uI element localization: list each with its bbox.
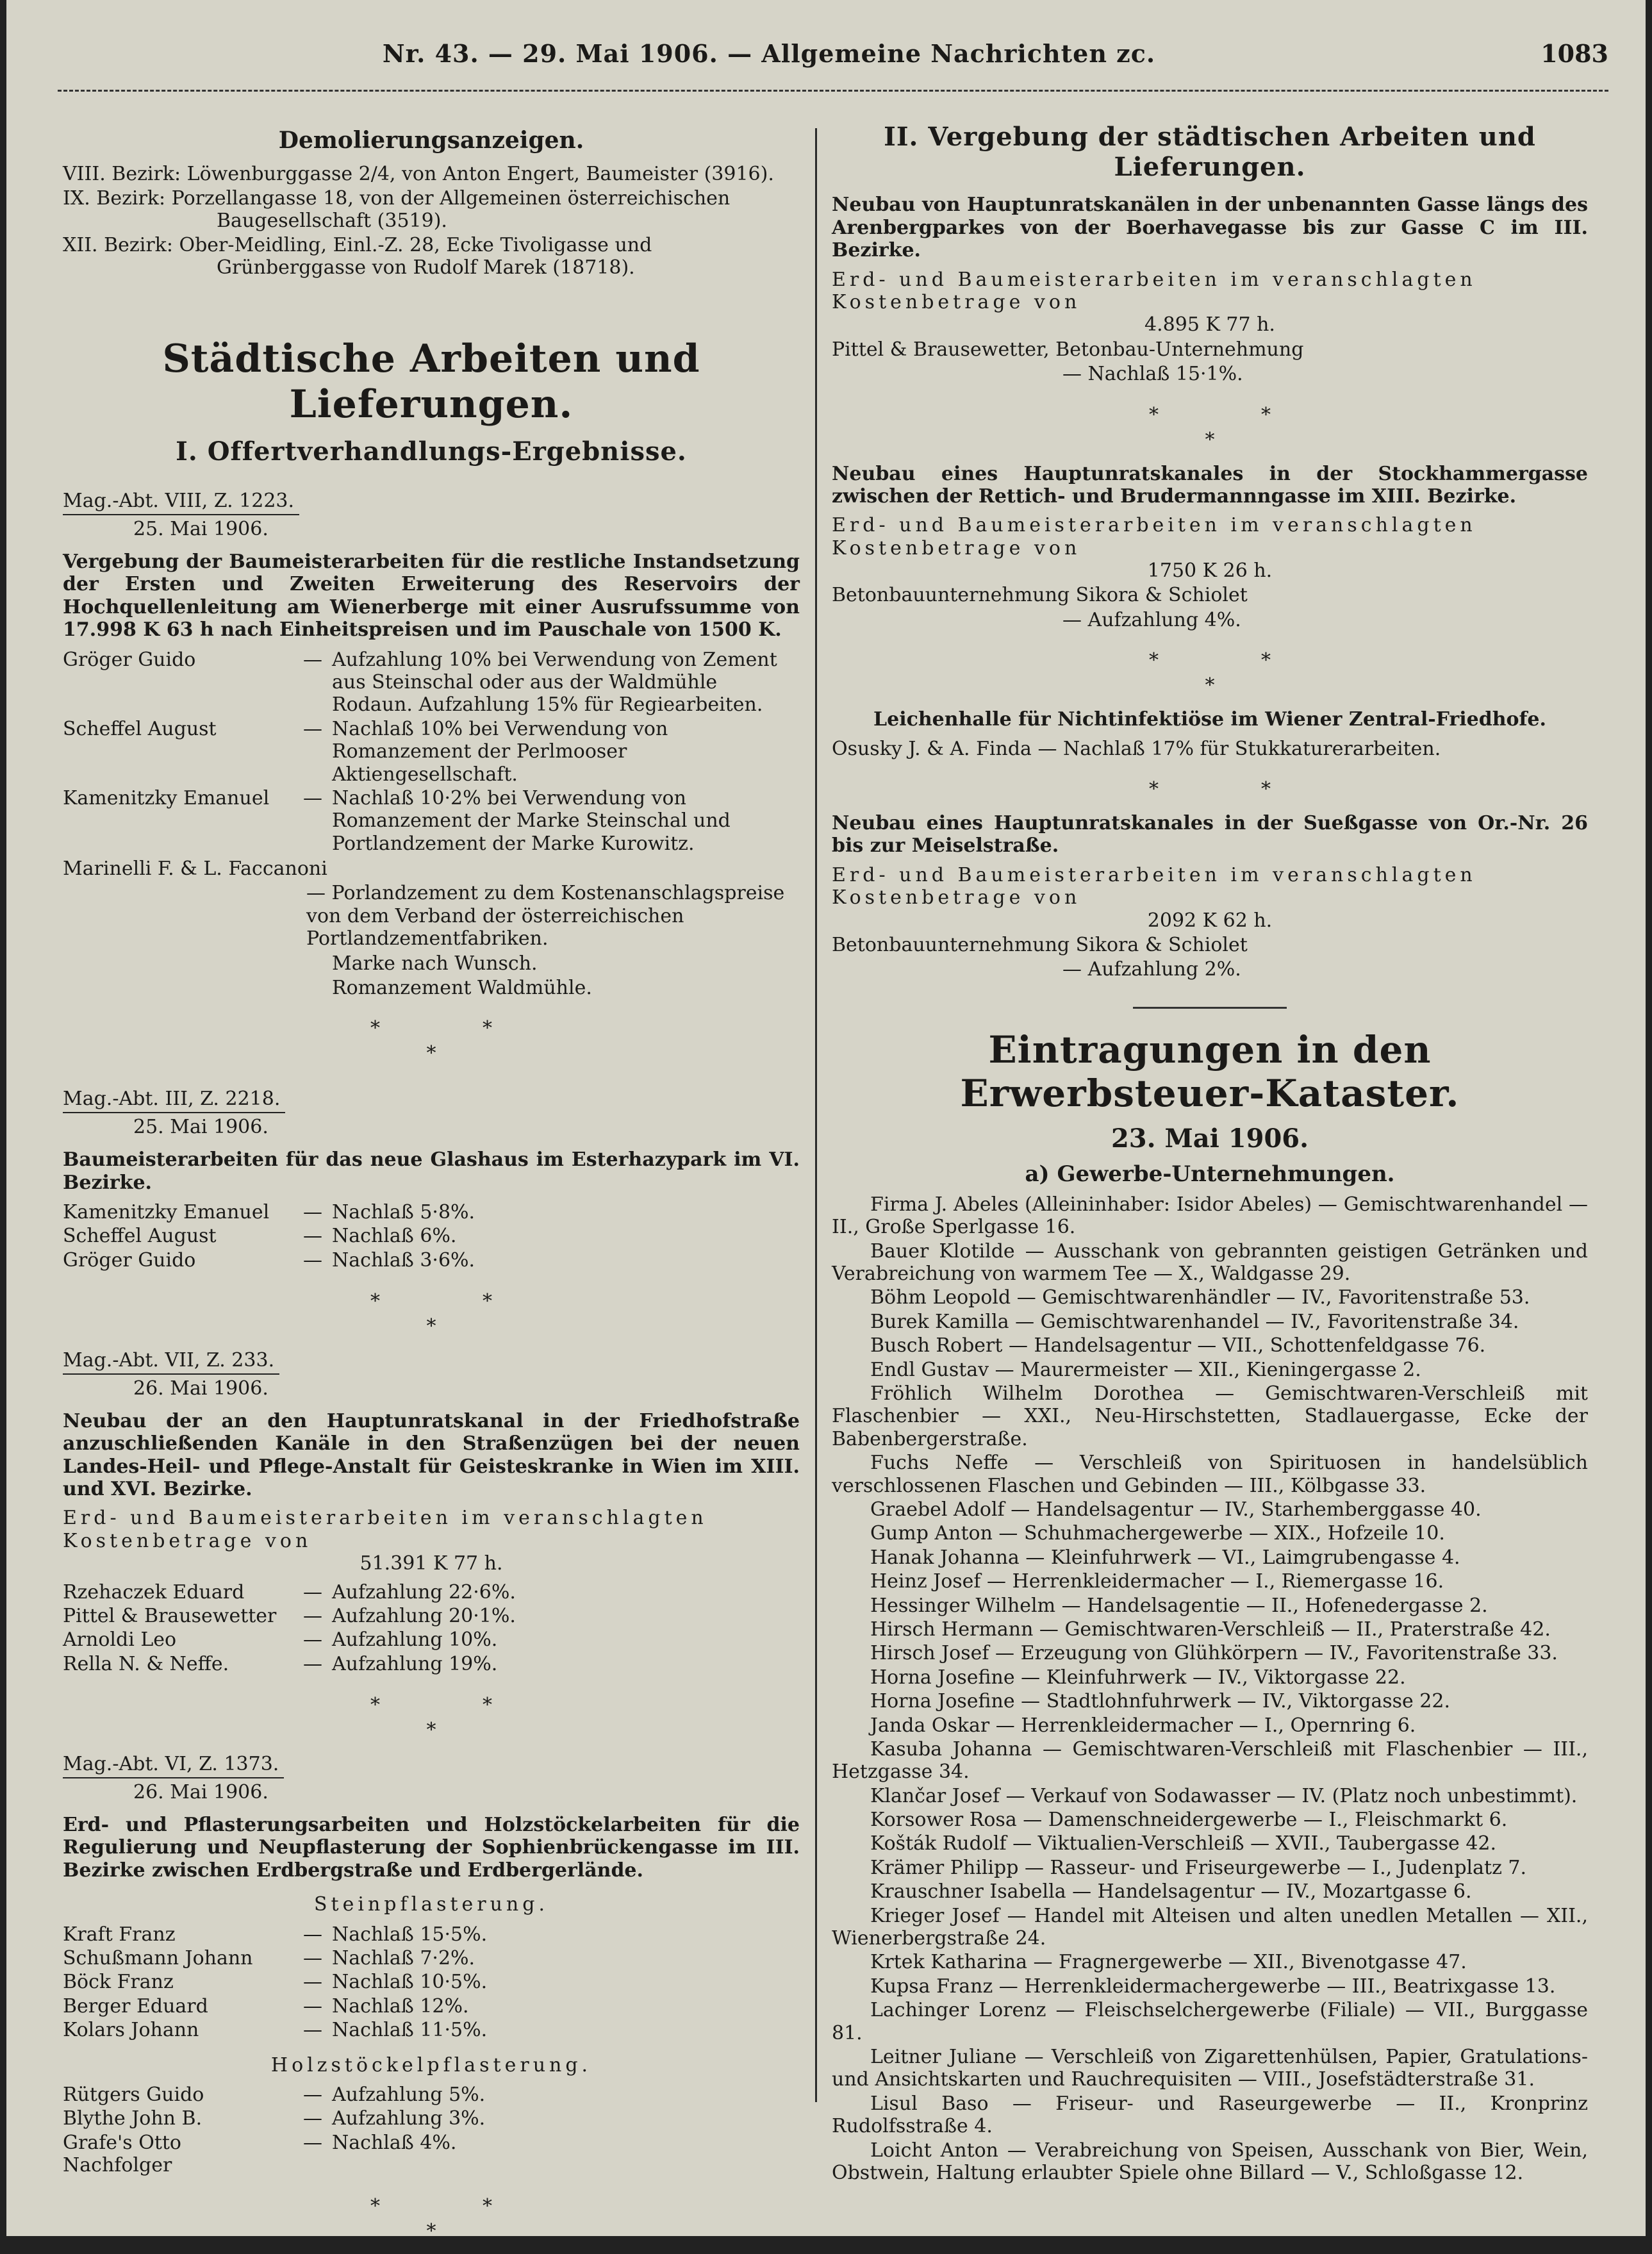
register-entry: Krieger Josef — Handel mit Alteisen und alten unedlen Metallen — XII., Wienerbergstraße 24. [832,1904,1588,1950]
bidder-name: Kolars Johann [63,2019,199,2042]
register-entry: Lachinger Lorenz — Fleischselchergewerbe (Filiale) — VII., Burggasse 81. [832,1999,1588,2044]
award-result: — Aufzahlung 4%. [1062,608,1241,631]
register-entry: Košták Rudolf — Viktualien-Verschleiß — XVII., Taubergasse 42. [870,1832,1497,1855]
register-entry: Lisul Baso — Friseur- und Raseurgewerbe — II., Kronprinz Rudolfsstraße 4. [832,2092,1588,2138]
register-entry: Krauschner Isabella — Handelsagentur — IV., Mozartgasse 6. [870,1880,1472,1903]
bid-dash: — [303,1605,322,1628]
entry-glashaus [63,1076,800,1272]
award-line: Osusky J. & A. Finda — Nachlaß 17% für Stukkaturerarbeiten. [832,737,1441,760]
table-row [63,1248,800,1272]
column-divider [815,128,817,2102]
table-row [63,2018,800,2042]
table-row [63,1970,800,1994]
bid-dash: — [303,1225,322,1248]
register-entry: Hirsch Josef — Erzeugung von Glühkörpern — IV., Favoritenstraße 33. [870,1642,1558,1665]
register-entry: Leitner Juliane — Verschleiß von Zigarettenhülsen, Papier, Gratulations- und Ansichtskarten und Rauchrequisiten — VIII., Josefstädterstraße 31. [832,2045,1588,2091]
bid-text: Aufzahlung 3%. [332,2107,486,2130]
register-entry: Fuchs Neffe — Verschleiß von Spirituosen in handelsüblich verschlossenen Flaschen und Gebinden — III., Kölbgasse 33. [832,1452,1588,1497]
register-entry: Busch Robert — Handelsagentur — VII., Schottenfeldgasse 76. [870,1334,1486,1357]
separator-stars: ** * [1149,649,1373,697]
bid-text: Nachlaß 10% bei Verwendung von Romanzement der Perlmooser Aktiengesellschaft. [332,717,668,786]
award-title: Neubau eines Hauptunratskanales in der Stockhammergasse zwischen der Rettich- und Brudermannngasse im XIII. Bezirke. [832,462,1588,508]
demolition-item: VIII. Bezirk: Löwenburggasse 2/4, von Anton Engert, Baumeister (3916). [63,163,774,186]
bid-text: Aufzahlung 19%. [332,1652,498,1675]
table-row [63,1994,800,2018]
newspaper-page [6,0,1646,2243]
bidder-name: Schußmann Johann [63,1946,253,1969]
register-entry: Hirsch Hermann — Gemischtwaren-Verschleiß — II., Praterstraße 42. [870,1618,1551,1641]
bid-text: Aufzahlung 10% bei Verwendung von Zement aus Steinschal oder aus der Waldmühle Rodaun. Aufzahlung 15% für Regiearbeiten. [332,648,777,717]
bid-dash: — [303,2083,322,2106]
bid-table [63,1580,800,1677]
entry-pflasterung [63,1753,800,2177]
demolition-item: IX. Bezirk: Porzellangasse 18, von der Allgemeinen österreichischen Baugesellschaft (3519). [63,186,731,233]
bidder-name: Kamenitzky Emanuel [63,1200,270,1223]
table-row [63,717,800,786]
bid-dash: — [303,1971,322,1994]
section-rule [1133,1007,1287,1009]
entry-reference: Mag.-Abt. VI, Z. 1373. [63,1753,284,1778]
bid-dash: — [303,2107,322,2130]
award-title: Leichenhalle für Nichtinfektiöse im Wiener Zentral-Friedhofe. [873,708,1546,731]
separator-stars: ** * [1149,403,1373,451]
bid-dash: — [303,1994,322,2018]
bid-text: Romanzement Waldmühle. [332,977,592,1000]
award-title: Neubau eines Hauptunratskanales in der Sueßgasse von Or.-Nr. 26 bis zur Meiselstraße. [832,812,1588,858]
register-entry: Loicht Anton — Verabreichung von Speisen, Ausschank von Bier, Wein, Obstwein, Haltung erlaubter Spiele ohne Billard — V., Schloßgasse 12. [832,2139,1588,2184]
bid-text: Nachlaß 3·6%. [332,1248,475,1272]
bidder-name: Marinelli F. & L. Faccanoni [63,858,327,881]
award-entry [832,708,1588,760]
bidder-name: Rella N. & Neffe. [63,1652,229,1675]
award-entry [832,194,1588,385]
register-entry: Hanak Johanna — Kleinfuhrwerk — VI., Laimgrubengasse 4. [870,1546,1460,1569]
right-column [832,122,1588,2185]
register-entry: Heinz Josef — Herrenkleidermacher — I., Riemergasse 16. [870,1570,1444,1593]
bidder-name: Gröger Guido [63,648,196,671]
entry-reference: Mag.-Abt. VIII, Z. 1223. [63,490,299,515]
bidder-name: Gröger Guido [63,1248,196,1272]
bid-text: — Porlandzement zu dem Kostenanschlagspreise von dem Verband der österreichischen Portlandzementfabriken. [306,882,785,950]
bid-dash: — [303,1200,322,1223]
bidder-name: Pittel & Brausewetter [63,1605,277,1628]
cost-amount: 2092 K 62 h. [1147,909,1273,932]
entry-date: 26. Mai 1906. [133,1780,268,1803]
entry-title: Erd- und Pflasterungsarbeiten und Holzstöckelarbeiten für die Regulierung und Neupflasterung der Sophienbrückengasse im III. Bezirke zwischen Erdbergstraße und Erdbergerlände. [63,1814,800,1882]
register-list [832,1193,1588,2184]
entry-title: Vergebung der Baumeisterarbeiten für die restliche Instandsetzung der Ersten und Zweiten Erweiterung des Reservoirs der Hochquellenleitung am Wienerberge mit einer Ausrufssumme von 17.998 K 63 h nach Einheitspreisen und im Pauschale von 1500 K. [63,550,800,642]
entry-date: 25. Mai 1906. [133,517,268,540]
bid-dash: — [303,2019,322,2042]
register-entry: Krtek Katharina — Fragnergewerbe — XII., Bivenotgasse 47. [870,1951,1467,1974]
register-entry: Korsower Rosa — Damenschneidergewerbe — I., Fleischmarkt 6. [870,1809,1508,1832]
demolition-item: XII. Bezirk: Ober-Meidling, Einl.-Z. 28, Ecke Tivoligasse und Grünberggasse von Rudolf Marek (18718). [63,233,652,279]
award-firm: Betonbauunternehmung Sikora & Schiolet [832,584,1248,607]
bidder-name: Rütgers Guido [63,2083,204,2106]
bid-dash: — [303,1580,322,1603]
bidder-name: Rzehaczek Eduard [63,1580,245,1603]
group-title: Holzstöckelpflasterung. [270,2053,592,2076]
cost-line: Erd- und Baumeisterarbeiten im veranschlagten Kostenbetrage von [63,1507,707,1552]
bid-text: Aufzahlung 10%. [332,1628,498,1652]
bid-text: Aufzahlung 22·6%. [332,1580,516,1603]
main-title: Städtische Arbeiten und Lieferungen. [162,336,700,427]
bid-text: Marke nach Wunsch. [332,952,538,975]
section1-heading: I. Offertverhandlungs-Ergebnisse. [176,436,687,467]
bid-dash: — [303,717,322,740]
entry-reference: Mag.-Abt. III, Z. 2218. [63,1088,285,1113]
register-entry: Graebel Adolf — Handelsagentur — IV., Starhemberggasse 40. [870,1498,1482,1521]
bid-table [63,1923,800,2043]
table-row [63,2131,800,2178]
entry-kanaele [63,1349,800,1676]
entry-date: 25. Mai 1906. [133,1115,268,1138]
cost-line: Erd- und Baumeisterarbeiten im veranschlagten Kostenbetrage von [832,863,1476,909]
table-row [63,1628,800,1652]
register-entry: Firma J. Abeles (Alleininhaber: Isidor Abeles) — Gemischtwarenhandel — II., Große Sperlgasse 16. [832,1193,1588,1239]
bid-text: Aufzahlung 5%. [332,2083,486,2106]
entry-date: 26. Mai 1906. [133,1377,268,1400]
register-entry: Burek Kamilla — Gemischtwarenhandel — IV., Favoritenstraße 34. [870,1310,1519,1333]
bid-dash: — [303,1248,322,1272]
award-firm: Pittel & Brausewetter, Betonbau-Unternehmung [832,338,1304,361]
bid-text: Nachlaß 5·8%. [332,1200,475,1223]
table-row [63,1652,800,1676]
table-row [63,1224,800,1248]
group-title: Steinpflasterung. [314,1893,549,1916]
bidder-name: Berger Eduard [63,1994,208,2018]
award-entry [832,463,1588,632]
bid-dash: — [303,1652,322,1675]
bid-text: Nachlaß 12%. [332,1994,469,2018]
bid-text: Nachlaß 4%. [332,2131,457,2154]
register-entry: Endl Gustav — Maurermeister — XII., Kieningergasse 2. [870,1358,1421,1381]
separator-stars: ** * [370,1017,595,1065]
page-number: 1083 [1540,39,1608,68]
register-heading: Eintragungen in den Erwerbsteuer-Kataster. [960,1027,1460,1116]
register-date: 23. Mai 1906. [1111,1123,1309,1154]
bid-dash: — [303,1946,322,1969]
bid-text: Nachlaß 6%. [332,1225,457,1248]
register-entry: Janda Oskar — Herrenkleidermacher — I., Opernring 6. [870,1714,1416,1737]
register-subheading: a) Gewerbe-Unternehmungen. [1025,1161,1395,1187]
table-row [63,648,800,717]
bidder-name: Arnoldi Leo [63,1628,177,1652]
separator-stars: ** * [370,1694,595,1742]
bidder-name: Kamenitzky Emanuel [63,786,270,809]
bid-dash: — [303,1923,322,1946]
bidder-name: Scheffel August [63,717,217,740]
table-row [63,1604,800,1628]
register-entry: Bauer Klotilde — Ausschank von gebrannten geistigen Getränken und Verabreichung von warmem Tee — X., Waldgasse 29. [832,1239,1588,1286]
bid-dash: — [303,1628,322,1652]
register-entry: Fröhlich Wilhelm Dorothea — Gemischtwaren-Verschleiß mit Flaschenbier — XXI., Neu-Hirschstetten, Stadlauergasse, Ecke der Babenbergerstraße. [832,1382,1588,1450]
cost-line: Erd- und Baumeisterarbeiten im veranschlagten Kostenbetrage von [832,514,1476,559]
bid-table [63,648,800,856]
bid-text: Aufzahlung 20·1%. [332,1605,516,1628]
table-row [63,1200,800,1224]
register-entry: Böhm Leopold — Gemischtwarenhändler — IV., Favoritenstraße 53. [870,1286,1530,1309]
demolition-heading: Demolierungsanzeigen. [278,127,584,154]
separator-stars: ** * [370,2195,595,2243]
table-row [63,1946,800,1970]
register-entry: Kupsa Franz — Herrenkleidermachergewerbe — III., Beatrixgasse 13. [870,1975,1556,1998]
award-title: Neubau von Hauptunratskanälen in der unbenannten Gasse längs des Arenbergparkes von der Boerhavegasse bis zur Gasse C im III. Bezirke. [832,194,1588,262]
cost-amount: 1750 K 26 h. [1147,559,1273,583]
separator-stars: ** * [370,1290,595,1338]
entry-vergebung [63,478,800,999]
table-row [63,1580,800,1604]
award-result: — Aufzahlung 2%. [1062,958,1241,981]
bidder-name: Grafe's Otto Nachfolger [63,2131,181,2177]
cost-amount: 4.895 K 77 h. [1144,313,1275,336]
table-row [63,1923,800,1946]
bidder-name: Scheffel August [63,1225,217,1248]
bid-text: Nachlaß 10·2% bei Verwendung von Romanzement der Marke Steinschal und Portlandzement der Marke Kurowitz. [332,786,731,855]
register-entry: Horna Josefine — Kleinfuhrwerk — IV., Viktorgasse 22. [870,1666,1406,1689]
bid-text: Nachlaß 10·5%. [332,1971,488,1994]
award-firm: Betonbauunternehmung Sikora & Schiolet [832,933,1248,956]
bid-dash: — [303,2131,322,2154]
bid-text: Nachlaß 15·5%. [332,1923,488,1946]
register-entry: Klančar Josef — Verkauf von Sodawasser — IV. (Platz noch unbestimmt). [870,1784,1578,1807]
award-result: — Nachlaß 15·1%. [1062,363,1243,386]
register-entry: Gump Anton — Schuhmachergewerbe — XIX., Hofzeile 10. [870,1522,1445,1545]
cost-line: Erd- und Baumeisterarbeiten im veranschlagten Kostenbetrage von [832,268,1476,313]
header-rule [58,90,1608,92]
page-header [58,40,1608,78]
bidder-name: Blythe John B. [63,2107,202,2130]
register-entry: Krämer Philipp — Rasseur- und Friseurgewerbe — I., Judenplatz 7. [870,1856,1527,1879]
bidder-name: Kraft Franz [63,1923,176,1946]
register-entry: Hessinger Wilhelm — Handelsagentie — II., Hofenedergasse 2. [870,1594,1488,1617]
bid-dash: — [303,786,322,809]
bid-table [63,2083,800,2178]
entry-reference: Mag.-Abt. VII, Z. 233. [63,1349,279,1374]
register-entry: Kasuba Johanna — Gemischtwaren-Verschleiß mit Flaschenbier — III., Hetzgasse 34. [832,1737,1588,1784]
table-row [63,786,800,856]
bid-text: Nachlaß 7·2%. [332,1946,475,1969]
register-entry: Horna Josefine — Stadtlohnfuhrwerk — IV., Viktorgasse 22. [870,1690,1450,1713]
cost-amount: 51.391 K 77 h. [359,1552,503,1575]
table-row [63,2107,800,2130]
entry-title: Neubau der an den Hauptunratskanal in der Friedhofstraße anzuschließenden Kanäle in den Straßenzügen bei der neuen Landes-Heil- und Pflege-Anstalt für Geisteskranke in Wien im XIII. und XVI. Bezirke. [63,1409,800,1501]
demolition-list [63,163,800,279]
bid-dash: — [303,648,322,671]
entry-title: Baumeisterarbeiten für das neue Glashaus im Esterhazypark im VI. Bezirke. [63,1148,800,1194]
award-entry [832,812,1588,981]
bid-text: Nachlaß 11·5%. [332,2019,488,2042]
bid-table [63,1200,800,1272]
section2-heading: II. Vergebung der städtischen Arbeiten und Lieferungen. [884,122,1536,183]
table-row [63,2083,800,2107]
header-title: Nr. 43. — 29. Mai 1906. — Allgemeine Nachrichten zc. [382,39,1156,68]
bidder-name: Böck Franz [63,1971,174,1994]
left-column [63,122,800,2254]
separator-stars: ** [1149,778,1373,801]
